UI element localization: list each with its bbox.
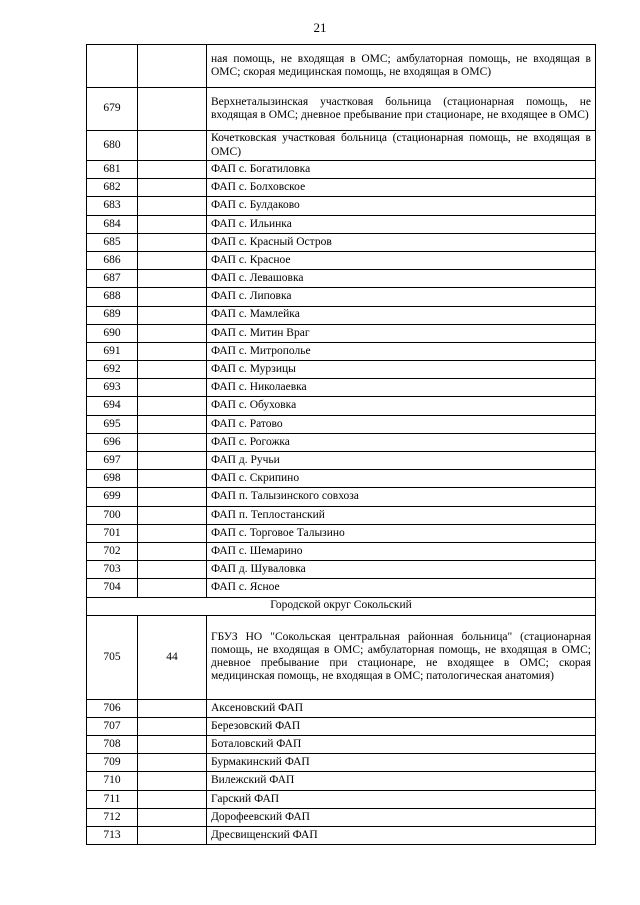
row-name: Бурмакинский ФАП bbox=[207, 754, 596, 772]
page-number: 21 bbox=[313, 20, 327, 35]
row-name: ФАП с. Богатиловка bbox=[207, 161, 596, 179]
table-row bbox=[87, 717, 596, 735]
row-number: 691 bbox=[87, 342, 138, 360]
row-code bbox=[138, 736, 207, 754]
row-name: Дорофеевский ФАП bbox=[207, 808, 596, 826]
row-name: ФАП с. Митрополье bbox=[207, 342, 596, 360]
row-code bbox=[138, 808, 207, 826]
row-code bbox=[138, 561, 207, 579]
table-row bbox=[87, 506, 596, 524]
row-name: Верхнеталызинская участковая больница (стационарная помощь, не входящая в ОМС; дневное пребывание при стационаре, не входящее в ОМС) bbox=[207, 88, 596, 131]
row-code bbox=[138, 415, 207, 433]
row-code bbox=[138, 379, 207, 397]
row-code bbox=[138, 397, 207, 415]
table-row bbox=[87, 699, 596, 717]
row-name: ФАП с. Красное bbox=[207, 251, 596, 269]
row-name: ФАП с. Митин Враг bbox=[207, 324, 596, 342]
row-name: ФАП с. Обуховка bbox=[207, 397, 596, 415]
row-code bbox=[138, 179, 207, 197]
table-row bbox=[87, 215, 596, 233]
row-code bbox=[138, 433, 207, 451]
table-row bbox=[87, 288, 596, 306]
row-code bbox=[138, 88, 207, 131]
row-number: 687 bbox=[87, 270, 138, 288]
row-code bbox=[138, 827, 207, 845]
table-row bbox=[87, 342, 596, 360]
table-row bbox=[87, 561, 596, 579]
row-number: 713 bbox=[87, 827, 138, 845]
row-number: 679 bbox=[87, 88, 138, 131]
row-code bbox=[138, 754, 207, 772]
row-code bbox=[138, 542, 207, 560]
row-code bbox=[138, 699, 207, 717]
table-row bbox=[87, 433, 596, 451]
row-name: ФАП с. Булдаково bbox=[207, 197, 596, 215]
row-code bbox=[138, 452, 207, 470]
row-name: ФАП с. Левашовка bbox=[207, 270, 596, 288]
row-name: ная помощь, не входящая в ОМС; амбулаторная помощь, не входящая в ОМС; скорая медицинская помощь, не входящая в ОМС) bbox=[207, 45, 596, 88]
row-number: 697 bbox=[87, 452, 138, 470]
table-row bbox=[87, 827, 596, 845]
row-name: ФАП с. Скрипино bbox=[207, 470, 596, 488]
row-number: 711 bbox=[87, 790, 138, 808]
row-name: ФАП с. Мурзицы bbox=[207, 361, 596, 379]
table-row bbox=[87, 808, 596, 826]
row-name: ФАП д. Шуваловка bbox=[207, 561, 596, 579]
row-code bbox=[138, 161, 207, 179]
table-row bbox=[87, 251, 596, 269]
row-code bbox=[138, 233, 207, 251]
table-row bbox=[87, 361, 596, 379]
row-name: ФАП п. Теплостанский bbox=[207, 506, 596, 524]
table-row bbox=[87, 379, 596, 397]
row-number: 705 bbox=[87, 615, 138, 699]
row-number: 690 bbox=[87, 324, 138, 342]
table-row bbox=[87, 197, 596, 215]
section-title: Городской округ Сокольский bbox=[87, 597, 596, 615]
row-name: Аксеновский ФАП bbox=[207, 699, 596, 717]
row-number: 702 bbox=[87, 542, 138, 560]
row-number: 699 bbox=[87, 488, 138, 506]
table-row bbox=[87, 579, 596, 597]
table-row bbox=[87, 306, 596, 324]
row-name: ФАП с. Рогожка bbox=[207, 433, 596, 451]
row-number: 694 bbox=[87, 397, 138, 415]
row-code bbox=[138, 324, 207, 342]
row-name: ФАП с. Липовка bbox=[207, 288, 596, 306]
row-name: ФАП с. Болховское bbox=[207, 179, 596, 197]
row-number: 682 bbox=[87, 179, 138, 197]
row-name: Березовский ФАП bbox=[207, 717, 596, 735]
row-code bbox=[138, 45, 207, 88]
table-row bbox=[87, 45, 596, 88]
row-code bbox=[138, 488, 207, 506]
row-code bbox=[138, 131, 207, 161]
row-code bbox=[138, 215, 207, 233]
row-number: 684 bbox=[87, 215, 138, 233]
row-number: 701 bbox=[87, 524, 138, 542]
row-number: 706 bbox=[87, 699, 138, 717]
row-name: ФАП с. Красный Остров bbox=[207, 233, 596, 251]
table-row bbox=[87, 452, 596, 470]
row-code bbox=[138, 506, 207, 524]
table-row bbox=[87, 542, 596, 560]
table-row bbox=[87, 233, 596, 251]
table-row bbox=[87, 772, 596, 790]
row-code bbox=[138, 579, 207, 597]
table-row bbox=[87, 415, 596, 433]
row-number: 707 bbox=[87, 717, 138, 735]
row-number bbox=[87, 45, 138, 88]
row-code bbox=[138, 361, 207, 379]
row-number: 695 bbox=[87, 415, 138, 433]
row-number: 689 bbox=[87, 306, 138, 324]
table-row bbox=[87, 790, 596, 808]
row-name: Вилежский ФАП bbox=[207, 772, 596, 790]
row-number: 709 bbox=[87, 754, 138, 772]
table-row bbox=[87, 131, 596, 161]
row-number: 696 bbox=[87, 433, 138, 451]
row-name: ФАП д. Ручьи bbox=[207, 452, 596, 470]
table-row bbox=[87, 524, 596, 542]
row-name: ФАП с. Шемарино bbox=[207, 542, 596, 560]
row-name: ФАП с. Ратово bbox=[207, 415, 596, 433]
row-name: Гарский ФАП bbox=[207, 790, 596, 808]
row-code bbox=[138, 288, 207, 306]
row-number: 708 bbox=[87, 736, 138, 754]
row-number: 686 bbox=[87, 251, 138, 269]
row-name: ФАП с. Николаевка bbox=[207, 379, 596, 397]
table-row bbox=[87, 179, 596, 197]
row-number: 688 bbox=[87, 288, 138, 306]
row-code bbox=[138, 470, 207, 488]
row-name: Боталовский ФАП bbox=[207, 736, 596, 754]
table-row bbox=[87, 161, 596, 179]
table-row bbox=[87, 754, 596, 772]
row-code bbox=[138, 717, 207, 735]
row-name: ФАП с. Ясное bbox=[207, 579, 596, 597]
row-name: ФАП с. Торговое Талызино bbox=[207, 524, 596, 542]
row-code bbox=[138, 772, 207, 790]
registry-table bbox=[86, 44, 596, 845]
row-code bbox=[138, 270, 207, 288]
table-row bbox=[87, 615, 596, 699]
row-code bbox=[138, 790, 207, 808]
row-number: 698 bbox=[87, 470, 138, 488]
row-name: Дресвищенский ФАП bbox=[207, 827, 596, 845]
row-number: 710 bbox=[87, 772, 138, 790]
row-number: 692 bbox=[87, 361, 138, 379]
table-row bbox=[87, 470, 596, 488]
row-number: 704 bbox=[87, 579, 138, 597]
row-name: ФАП с. Мамлейка bbox=[207, 306, 596, 324]
row-code bbox=[138, 197, 207, 215]
row-name: ФАП с. Ильинка bbox=[207, 215, 596, 233]
row-number: 700 bbox=[87, 506, 138, 524]
table-row bbox=[87, 397, 596, 415]
table-row bbox=[87, 324, 596, 342]
row-name: ГБУЗ НО "Сокольская центральная районная больница" (стационарная помощь, не входящая в ОМС; амбулаторная помощь, не входящая в ОМС; дневное пребывание при стационаре, не входящее в ОМС; скорая медицинская помощь, не входящая в ОМС; патологическая анатомия) bbox=[207, 615, 596, 699]
row-number: 703 bbox=[87, 561, 138, 579]
row-number: 683 bbox=[87, 197, 138, 215]
row-name: ФАП п. Талызинского совхоза bbox=[207, 488, 596, 506]
table-row bbox=[87, 488, 596, 506]
row-number: 712 bbox=[87, 808, 138, 826]
table-row bbox=[87, 270, 596, 288]
section-row bbox=[87, 597, 596, 615]
row-code bbox=[138, 524, 207, 542]
row-code bbox=[138, 306, 207, 324]
row-code bbox=[138, 251, 207, 269]
table-row bbox=[87, 736, 596, 754]
row-name: Кочетковская участковая больница (стационарная помощь, не входящая в ОМС) bbox=[207, 131, 596, 161]
table-row bbox=[87, 88, 596, 131]
row-code bbox=[138, 342, 207, 360]
row-code: 44 bbox=[138, 615, 207, 699]
row-number: 693 bbox=[87, 379, 138, 397]
row-number: 685 bbox=[87, 233, 138, 251]
row-number: 681 bbox=[87, 161, 138, 179]
row-number: 680 bbox=[87, 131, 138, 161]
